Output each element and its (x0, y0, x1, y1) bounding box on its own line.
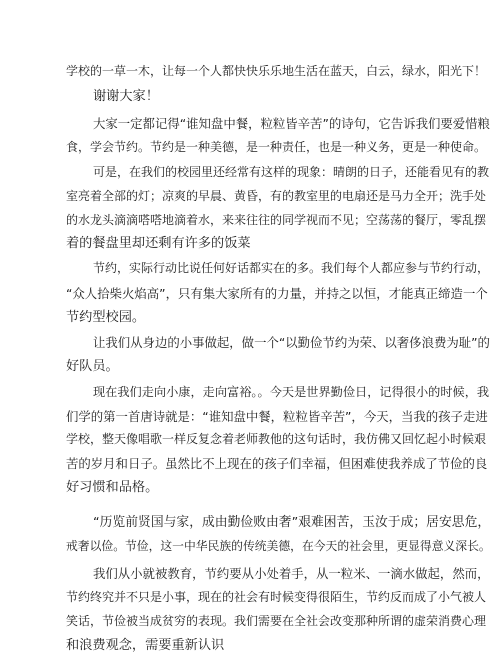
text-line: 谢谢大家！ (93, 89, 159, 104)
text-line: 们学的第一首唐诗就是：“谁知盘中餐，粒粒皆辛苦”，今天，当我的孩子走进 (66, 409, 488, 424)
text-line: 让我们从身边的小事做起，做一个“以勤俭节约为荣、以奢侈浪费为耻”的 (93, 335, 490, 350)
text-line: 和浪费观念，需要重新认识 (66, 638, 225, 653)
text-line: 学校，整天像唱歌一样反复念着老师教他的这句话时，我仿佛又回忆起小时候艰 (66, 432, 487, 446)
text-line: 好队员。 (66, 359, 119, 374)
text-line: “众人拾柴火焰高”，只有集大家所有的力量，并持之以恒，才能真正缔造一个 (66, 286, 488, 301)
text-line: 食，学会节约。节约是一种美德，是一种责任，也是一种义务，更是一种使命。 (66, 140, 487, 154)
text-line: 现在我们走向小康，走向富裕。。今天是世界勤俭日，记得很小的时候，我 (93, 385, 490, 399)
text-line: 节约终究并不只是小事，现在的社会有时候变得很陌生，节约反而成了小气被人 (66, 590, 487, 604)
text-line: 苦的岁月和日子。虽然比不上现在的孩子们幸福，但困难使我养成了节俭的良 (66, 456, 488, 471)
text-line: 戒奢以俭。节俭，这一中华民族的传统美德，在今天的社会里，更显得意义深长。 (66, 539, 491, 553)
text-line: 着的餐盘里却还剩有许多的饭菜 (66, 236, 251, 251)
text-line: 可是，在我们的校园里还经常有这样的现象：晴朗的日子，还能看见有的教 (93, 165, 490, 179)
text-line: 的水龙头滴滴嗒嗒地滴着水，来来往往的同学视而不见；空荡荡的餐厅，零乱摆 (66, 213, 487, 227)
text-line: 笑话，节俭被当成贫穷的表现。我们需要在全社会改变那种所谓的虚荣消费心理 (66, 614, 487, 628)
text-line: 学校的一草一木，让每一个人都快快乐乐地生活在蓝天，白云，绿水，阳光下！ (66, 64, 487, 78)
text-line: 大家一定都记得“谁知盘中餐，粒粒皆辛苦”的诗句，它告诉我们要爱惜粮 (93, 116, 490, 131)
text-line: 节约，实际行动比说任何好话都实在的多。我们每个人都应参与节约行动， (93, 261, 490, 275)
text-line: 室亮着全部的灯；凉爽的早晨、黄昏，有的教室里的电扇还是马力全开；洗手处 (66, 189, 487, 203)
text-line: 节约型校园。 (66, 310, 146, 325)
text-line: 我们从小就被教育，节约要从小处着手，从一粒米、一滴水做起，然而， (93, 566, 490, 581)
text-line: 好习惯和品格。 (66, 480, 159, 495)
text-line: “历览前贤国与家，成由勤俭败由奢”艰难困苦，玉汝于成；居安思危， (93, 515, 491, 530)
